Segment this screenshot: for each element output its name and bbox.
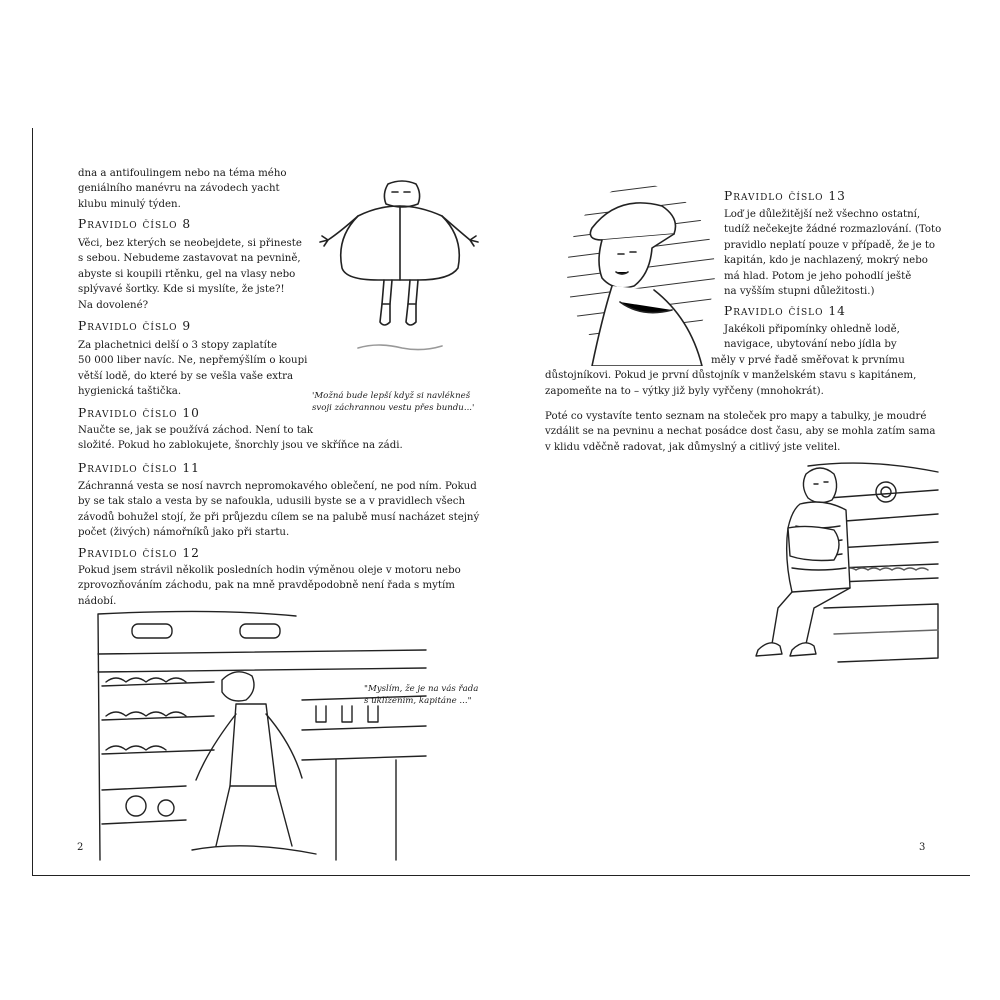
- page-number-left: 2: [77, 842, 84, 853]
- rule-11-text: Záchranná vesta se nosí navrch nepromokavého oblečení, ne pod ním. Pokud by se tak stalo a vesta by se nafoukla, udusili byste se a v pravidlech všech závodů bohužel stojí, že při průjezdu cílem se na palubě musí nacházet stejný počet (živých) námořníků jako při startu.: [78, 481, 480, 539]
- rule-13-text: Loď je důležitější než všechno ostatní, tudíž nečekejte žádné rozmazlování. (Toto pravidlo neplatí pouze v případě, že je to kapitán, kdo je nachlazený, mokrý nebo má hlad. Potom je jeho pohodlí ještě na vyšším stupni důležitosti.): [724, 209, 942, 298]
- rule-10-heading: Pravidlo číslo 10: [78, 406, 200, 420]
- page-number-right: 3: [919, 842, 926, 853]
- rule-14-heading: Pravidlo číslo 14: [724, 304, 846, 318]
- intro-paragraph: dna a antifoulingem nebo na téma mého geniálního manévru na závodech yacht klubu minulý týden.: [78, 168, 287, 210]
- galley-cartoon-illustration: [96, 610, 436, 866]
- rule-9-heading: Pravidlo číslo 9: [78, 319, 192, 333]
- page-edge-bottom: [32, 875, 970, 876]
- page-edge-left: [32, 128, 33, 876]
- sitting-man-cartoon-illustration: [748, 458, 940, 664]
- life-vest-cartoon-illustration: [318, 176, 480, 362]
- rule-13-heading: Pravidlo číslo 13: [724, 189, 846, 203]
- galley-caption: "Myslím, že je na vás řada s uklízením, kapitáne ...": [364, 684, 479, 706]
- rule-8-text: Věci, bez kterých se neobejdete, si přineste s sebou. Nebudeme zastavovat na pevnině, abyste si koupili rtěnku, gel na vlasy nebo splývavé šortky. Kde si myslíte, že jste?! Na dovolené?: [78, 238, 302, 311]
- rule-14-text: Jakékoli připomínky ohledně lodě, navigace, ubytování nebo jídla by měly v prvé řadě směřovat k prvnímu důstojníkovi. Pokud je první důstojník v manželském stavu s kapitánem, zapomeňte na to – výtky již byly vyřčeny (mnohokrát).: [545, 324, 917, 397]
- vest-caption: 'Možná bude lepší když si navlékneš svoji záchrannou vestu přes bundu...': [312, 391, 475, 413]
- rule-9-text: Za plachetnici delší o 3 stopy zaplatíte 50 000 liber navíc. Ne, nepřemýšlím o koupi větší lodě, do které by se vešla vaše extra hygienická taštička.: [78, 340, 308, 398]
- rule-12-heading: Pravidlo číslo 12: [78, 546, 200, 560]
- rule-10-text: Naučte se, jak se používá záchod. Není to tak složité. Pokud ho zablokujete, šnorchly jsou ve skříňce na zádi.: [78, 425, 403, 452]
- closing-paragraph: Poté co vystavíte tento seznam na stoleček pro mapy a tabulky, je moudré vzdálit se na pevninu a nechat posádce dost času, aby se mohla zatím sama v klidu vděčně radovat, jak důmyslný a citlivý jste velitel.: [545, 411, 936, 453]
- rule-11-heading: Pravidlo číslo 11: [78, 461, 200, 475]
- rule-12-text: Pokud jsem strávil několik posledních hodin výměnou oleje v motoru nebo zprovozňováním záchodu, pak na mně pravděpodobně není řada s mytím nádobí.: [78, 565, 461, 607]
- rule-8-heading: Pravidlo číslo 8: [78, 217, 192, 231]
